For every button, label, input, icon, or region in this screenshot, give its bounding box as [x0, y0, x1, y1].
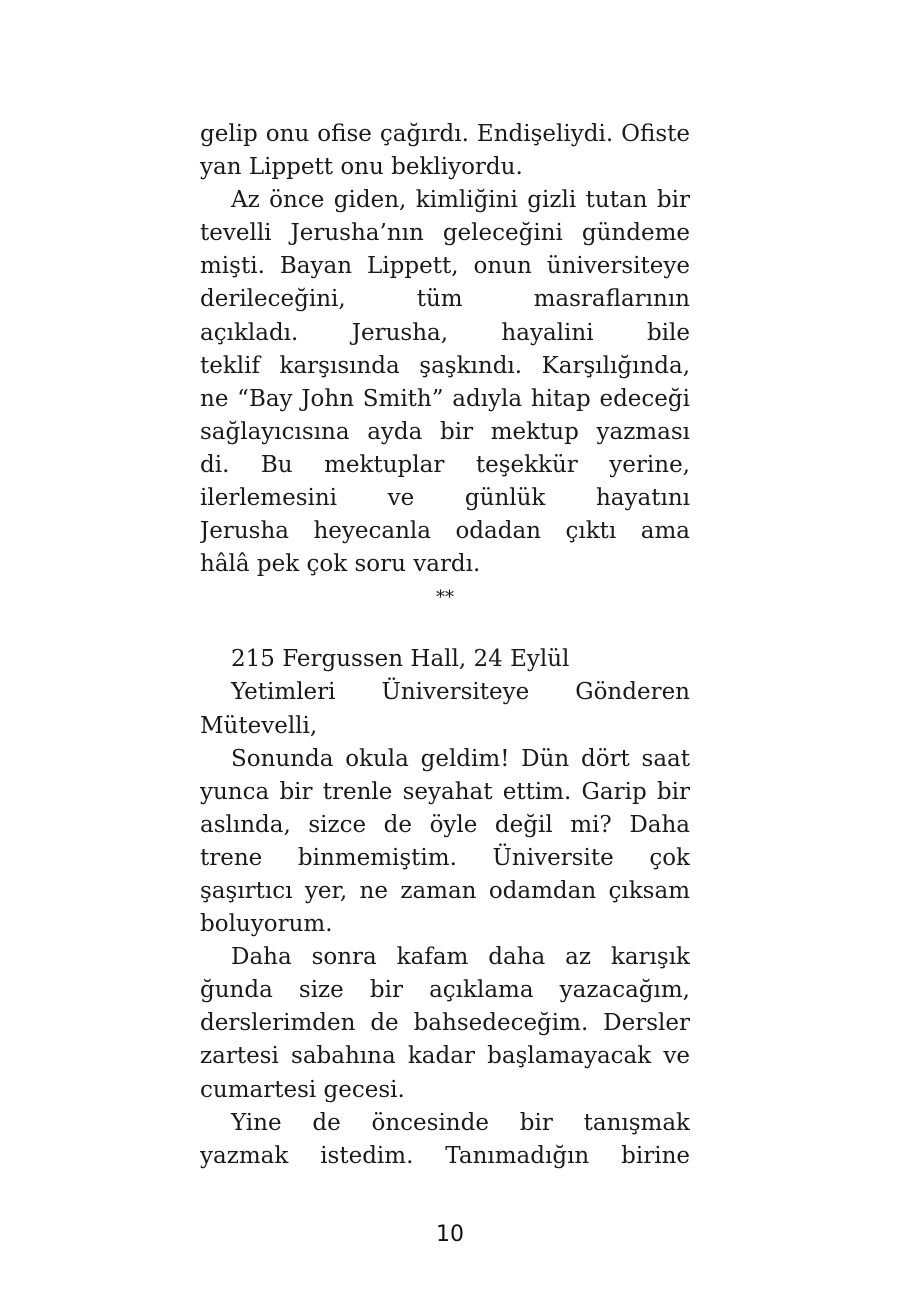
text-line: 215 Fergussen Hall, 24 Eylül [231, 646, 570, 673]
text-line: derslerimden de bahsedeceğim. Dersler [200, 1010, 690, 1037]
text-line: Yine de öncesinde bir tanışmak [231, 1109, 690, 1136]
text-line: di. Bu mektuplar teşekkür yerine, [200, 451, 690, 478]
text-line: derileceğini, tüm masraflarının [200, 286, 690, 313]
text-line: şaşırtıcı yer, ne zaman odamdan çıksam [200, 877, 690, 904]
text-line: trene binmemiştim. Üniversite çok [200, 844, 690, 871]
paragraph [200, 184, 690, 581]
paragraph [200, 1107, 690, 1173]
text-line: cumartesi gecesi. [200, 1076, 405, 1103]
text-line: açıkladı. Jerusha, hayalini bile [200, 319, 690, 346]
text-line: tevelli Jerusha’nın geleceğini gündeme [200, 220, 690, 247]
text-line: Jerusha heyecanla odadan çıktı ama [200, 518, 690, 545]
text-line: teklif karşısında şaşkındı. Karşılığında, [200, 352, 690, 379]
text-line: ne “Bay John Smith” adıyla hitap edeceği [200, 385, 690, 412]
text-line: boluyorum. [200, 911, 333, 938]
text-line: yazmak istedim. Tanımadığın birine [200, 1142, 690, 1169]
text-line: sağlayıcısına ayda bir mektup yazması [200, 418, 690, 445]
text-line: ğunda size bir açıklama yazacağım, [200, 977, 690, 1004]
text-line: aslında, sizce de öyle değil mi? Daha [200, 811, 690, 838]
paragraph [200, 743, 690, 942]
letter-address [200, 643, 690, 676]
page-number: 10 [436, 1222, 464, 1247]
text-line: Yetimleri Üniversiteye Gönderen [231, 679, 690, 706]
section-separator: ** [436, 587, 454, 609]
text-line: Sonunda okula geldim! Dün dört saat [231, 745, 690, 772]
paragraph [200, 118, 690, 184]
text-line: yan Lippett onu bekliyordu. [200, 154, 523, 181]
text-line: Mütevelli, [200, 712, 318, 739]
paragraph [200, 941, 690, 1106]
text-line: gelip onu ofise çağırdı. Endişeliydi. Ofiste [200, 121, 690, 147]
text-line: hâlâ pek çok soru vardı. [200, 551, 481, 578]
text-line: yunca bir trenle seyahat ettim. Garip bir [200, 778, 690, 805]
text-line: Daha sonra kafam daha az karışık [231, 944, 690, 971]
body-text [200, 118, 690, 1173]
text-line: Az önce giden, kimliğini gizli tutan bir [231, 187, 690, 214]
text-line: ilerlemesini ve günlük hayatını [200, 485, 690, 512]
text-line: mişti. Bayan Lippett, onun üniversiteye [200, 253, 690, 280]
letter-salutation [200, 676, 690, 742]
text-line: zartesi sabahına kadar başlamayacak ve [200, 1043, 690, 1070]
